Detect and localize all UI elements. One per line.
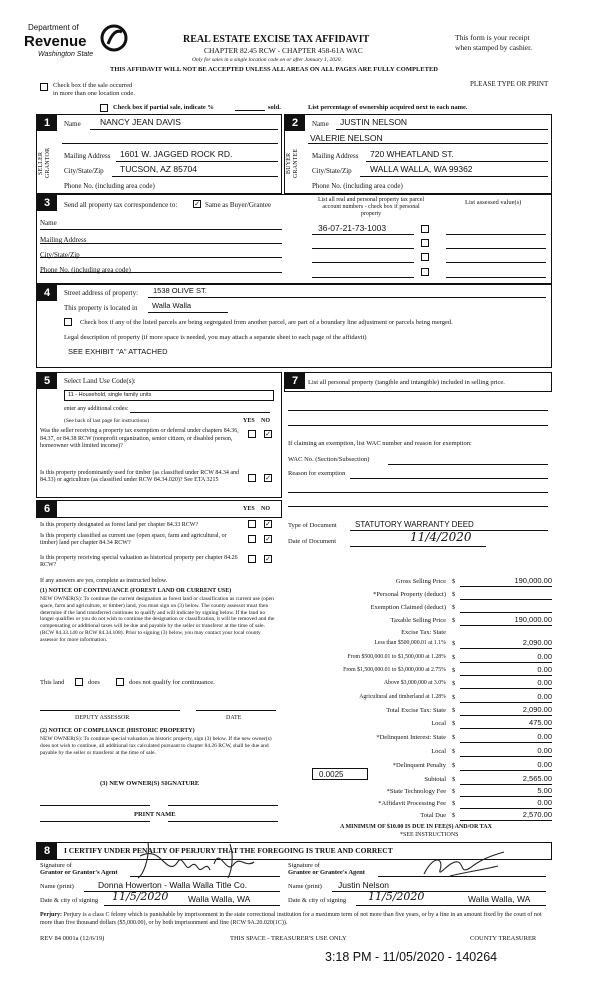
tax-row-label: Total Due [420, 812, 446, 819]
dollar-sign: $ [452, 604, 456, 611]
tax-row-value[interactable]: 0.00 [537, 665, 552, 674]
seller-city[interactable]: TUCSON, AZ 85704 [120, 164, 198, 174]
tax-row-label: Less than $500,000.01 at 1.1% [374, 640, 446, 646]
perjury-notice: Perjury: Perjury is a class C felony which is punishable by imprisonment in the state correctional institution for a maximum term of not more than five years, or by a fine in an amount fixed by the court of not more than five thousand dollars ($5,000.00), or by both imprisonment and fine (RCW 9A.20.020(1C)). [40, 912, 542, 926]
property-location[interactable]: Walla Walla [152, 301, 192, 310]
timber-no-checkbox[interactable]: ✓ [265, 474, 271, 482]
dollar-sign: $ [452, 654, 456, 661]
tax-row-label: Total Excise Tax: State [386, 707, 446, 714]
treasurer-stamp: 3:18 PM - 11/05/2020 - 140264 [325, 950, 498, 964]
qualifies-checkbox[interactable] [75, 678, 83, 686]
property-section: 4 [36, 284, 552, 368]
tax-row-value[interactable]: 2,090.00 [522, 638, 552, 647]
personal-property-checkbox-3[interactable] [421, 253, 429, 261]
dollar-sign: $ [452, 680, 456, 687]
grantee-print-name[interactable]: Justin Nelson [338, 880, 390, 890]
tax-row-value[interactable]: 0.00 [537, 678, 552, 687]
dor-logo-icon [100, 24, 128, 52]
personal-property-checkbox-4[interactable] [421, 268, 429, 276]
tax-row-label: Subtotal [424, 776, 446, 783]
tax-row-value[interactable]: 2,090.00 [522, 705, 552, 714]
tax-row-label: From $1,500,000.01 to $3,000,000 at 2.75% [343, 667, 446, 673]
tax-row-value[interactable]: 2,570.00 [522, 810, 552, 819]
dollar-sign: $ [452, 667, 456, 674]
tax-row-label: Exemption Claimed (deduct) [370, 604, 446, 611]
dollar-sign: $ [452, 694, 456, 701]
tax-row-value[interactable]: 0.00 [537, 798, 552, 807]
buyer-name-1[interactable]: JUSTIN NELSON [340, 117, 408, 127]
seller-mailing-address[interactable]: 1601 W. JAGGED ROCK RD. [120, 149, 233, 159]
dollar-sign: $ [452, 617, 456, 624]
tax-row-label: Above $3,000,000 at 3.0% [383, 680, 446, 686]
grantor-sign-city[interactable]: Walla Walla, WA [188, 894, 251, 904]
buyer-section: 2 [284, 114, 552, 194]
seller-section: 1 [36, 114, 282, 194]
document-date[interactable]: 11/4/2020 [410, 530, 472, 544]
tax-row-label: Gross Selling Price [395, 578, 446, 585]
tax-row-value[interactable]: 0.00 [537, 732, 552, 741]
tax-row-value[interactable]: 190,000.00 [514, 576, 552, 585]
dollar-sign: $ [452, 720, 456, 727]
dollar-sign: $ [452, 578, 456, 585]
exemption-no-checkbox[interactable]: ✓ [265, 430, 271, 438]
grantor-signature [130, 836, 270, 882]
grantee-sign-city[interactable]: Walla Walla, WA [468, 894, 531, 904]
tax-row-label: Agricultural and timberland at 1.28% [359, 694, 446, 700]
segregated-checkbox[interactable] [64, 318, 72, 326]
grantee-signature [420, 848, 510, 882]
seller-name[interactable]: NANCY JEAN DAVIS [100, 117, 181, 127]
form-chapter: CHAPTER 82.45 RCW - CHAPTER 458-61A WAC [204, 46, 363, 55]
personal-property-section: 7 [284, 372, 552, 392]
land-use-code-select[interactable]: 11 - Household, single family units [64, 390, 274, 401]
dollar-sign: $ [452, 748, 456, 755]
historic-no-checkbox[interactable]: ✓ [265, 555, 271, 563]
property-street[interactable]: 1538 OLIVE ST. [153, 286, 207, 295]
forest-yes-checkbox[interactable] [248, 520, 256, 528]
historic-yes-checkbox[interactable] [248, 555, 256, 563]
buyer-city[interactable]: WALLA WALLA, WA 99362 [370, 164, 473, 174]
dollar-sign: $ [452, 762, 456, 769]
local-rate-box[interactable]: 0.0025 [312, 768, 368, 780]
dollar-sign: $ [452, 591, 456, 598]
dollar-sign: $ [452, 776, 456, 783]
not-qualify-checkbox[interactable] [116, 678, 124, 686]
buyer-mailing-address[interactable]: 720 WHEATLAND ST. [370, 149, 454, 159]
buyer-name-2[interactable]: VALERIE NELSON [310, 133, 383, 143]
grantor-sign-date[interactable]: 11/5/2020 [112, 890, 169, 903]
tax-row-label: *Affidavit Processing Fee [378, 800, 446, 807]
current-use-no-checkbox[interactable]: ✓ [265, 535, 271, 543]
tax-row-label: *Personal Property (deduct) [373, 591, 446, 598]
current-use-yes-checkbox[interactable] [248, 535, 256, 543]
tax-row-label: *Delinquent Penalty [392, 762, 446, 769]
dollar-sign: $ [452, 788, 456, 795]
exemption-yes-checkbox[interactable] [248, 430, 256, 438]
forest-no-checkbox[interactable]: ✓ [265, 520, 271, 528]
dollar-sign: $ [452, 707, 456, 714]
tax-row-value[interactable]: 2,565.00 [522, 774, 552, 783]
dollar-sign: $ [452, 800, 456, 807]
legal-description[interactable]: SEE EXHIBIT "A" ATTACHED [68, 347, 168, 356]
personal-property-checkbox-2[interactable] [421, 239, 429, 247]
same-as-buyer-checkbox[interactable]: ✓ [194, 200, 200, 208]
tax-row-label: *State Technology Fee [386, 788, 446, 795]
dollar-sign: $ [452, 812, 456, 819]
tax-row-value[interactable]: 190,000.00 [514, 615, 552, 624]
form-title: REAL ESTATE EXCISE TAX AFFIDAVIT [183, 34, 370, 45]
tax-row-value[interactable]: 0.00 [537, 746, 552, 755]
tax-row-label: From $500,000.01 to $1,500,000 at 1.28% [347, 654, 446, 660]
timber-yes-checkbox[interactable] [248, 474, 256, 482]
tax-row-value[interactable]: 0.00 [537, 760, 552, 769]
tax-row-label: Local [431, 720, 446, 727]
tax-row-value[interactable]: 475.00 [529, 718, 552, 727]
tax-row-label: Local [431, 748, 446, 755]
grantee-sign-date[interactable]: 11/5/2020 [368, 890, 425, 903]
certification-section: 8 [36, 842, 552, 860]
tax-row-label: *Delinquent Interest: State [376, 734, 446, 741]
personal-property-checkbox-1[interactable] [421, 225, 429, 233]
dollar-sign: $ [452, 734, 456, 741]
multi-location-checkbox[interactable] [40, 83, 48, 91]
tax-row-label: Taxable Selling Price [390, 617, 446, 624]
grantor-print-name[interactable]: Donna Howerton - Walla Walla Title Co. [98, 880, 248, 890]
tax-row-value[interactable]: 0.00 [537, 692, 552, 701]
parcel-number[interactable]: 36-07-21-73-1003 [318, 223, 387, 233]
correspondence-section: 3 [36, 194, 552, 284]
dollar-sign: $ [452, 640, 456, 647]
tax-row-label: Excise Tax: State [401, 629, 446, 636]
tax-row-value[interactable]: 5.00 [537, 786, 552, 795]
land-use-section: 5 [36, 372, 282, 498]
document-type[interactable]: STATUTORY WARRANTY DEED [355, 520, 474, 529]
tax-row-value[interactable]: 0.00 [537, 652, 552, 661]
partial-sale-checkbox[interactable] [100, 104, 108, 112]
